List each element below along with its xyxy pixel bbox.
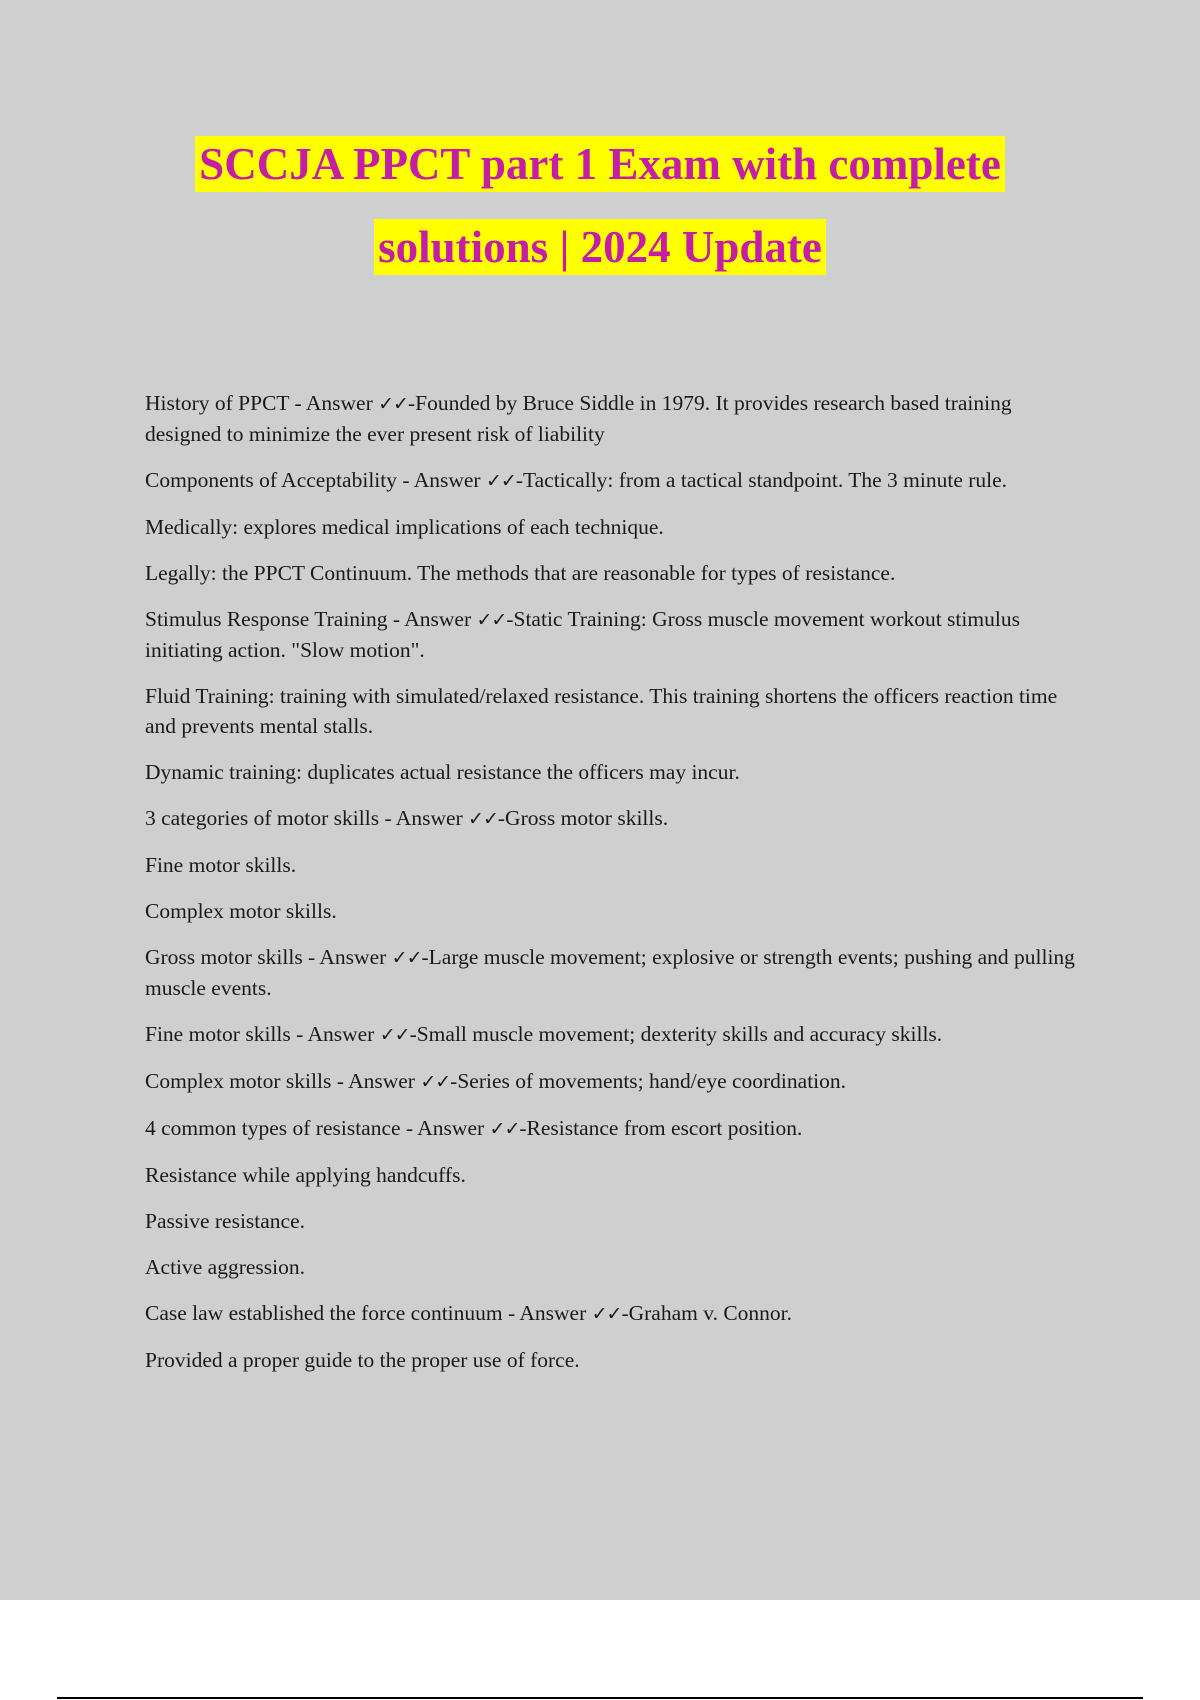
question-text: 3 categories of motor skills -	[145, 806, 396, 830]
question-text: Stimulus Response Training -	[145, 607, 405, 631]
answer-continuation: Medically: explores medical implications of each technique.	[145, 515, 664, 539]
answer-text: -Graham v. Connor.	[621, 1301, 793, 1325]
checkmark-icon: ✓✓	[489, 1118, 520, 1140]
checkmark-icon: ✓✓	[485, 470, 516, 492]
qa-entry	[145, 1113, 1085, 1144]
qa-entry	[145, 465, 1085, 496]
checkmark-icon: ✓✓	[379, 1024, 410, 1046]
answer-text: -Large muscle movement; explosive or strength events; pushing and pulling muscle events.	[145, 945, 1075, 1000]
answer-continuation: Provided a proper guide to the proper use of force.	[145, 1348, 580, 1372]
answer-text: -Static Training: Gross muscle movement workout stimulus initiating action. "Slow motion".	[145, 607, 1020, 662]
document-title	[0, 136, 1200, 275]
checkmark-icon: ✓✓	[391, 947, 422, 969]
qa-entry	[145, 803, 1085, 834]
answer-text: -Series of movements; hand/eye coordination.	[450, 1069, 847, 1093]
answer-label: Answer	[305, 391, 373, 415]
answer-label: Answer	[417, 1116, 485, 1140]
answer-label: Answer	[348, 1069, 415, 1093]
checkmark-icon: ✓✓	[591, 1303, 622, 1325]
checkmark-icon: ✓✓	[468, 808, 498, 830]
answer-label: Answer	[319, 945, 387, 969]
checkmark-icon: ✓✓	[476, 609, 507, 631]
answer-text: -Tactically: from a tactical standpoint. The 3 minute rule.	[515, 468, 1008, 492]
qa-entry	[145, 942, 1085, 1003]
question-text: History of PPCT -	[145, 391, 306, 415]
answer-text: -Resistance from escort position.	[519, 1116, 803, 1140]
question-text: Gross motor skills -	[145, 945, 320, 969]
question-text: Complex motor skills -	[145, 1069, 349, 1093]
answer-label: Answer	[413, 468, 481, 492]
answer-continuation: Passive resistance.	[145, 1209, 306, 1233]
answer-continuation: Dynamic training: duplicates actual resistance the officers may incur.	[145, 760, 740, 784]
qa-entry	[145, 1298, 1085, 1329]
answer-label: Answer	[519, 1301, 587, 1325]
answer-continuation: Fluid Training: training with simulated/relaxed resistance. This training shortens the officers reaction time and prevents mental stalls.	[145, 684, 1058, 738]
qa-entry	[145, 1019, 1085, 1050]
question-text: Components of Acceptability -	[145, 468, 414, 492]
page-divider	[57, 1697, 1143, 1699]
answer-continuation: Resistance while applying handcuffs.	[145, 1163, 466, 1187]
answer-continuation: Active aggression.	[145, 1255, 306, 1279]
qa-list	[145, 388, 1085, 1391]
checkmark-icon: ✓✓	[378, 393, 408, 415]
title-line-1: SCCJA PPCT part 1 Exam with complete	[195, 136, 1005, 192]
checkmark-icon: ✓✓	[420, 1071, 451, 1093]
question-text: Case law established the force continuum -	[145, 1301, 520, 1325]
answer-label: Answer	[307, 1022, 375, 1046]
answer-continuation: Fine motor skills.	[145, 853, 297, 877]
title-line-2: solutions | 2024 Update	[374, 219, 826, 275]
question-text: Fine motor skills -	[145, 1022, 308, 1046]
answer-text: -Gross motor skills.	[497, 806, 669, 830]
question-text: 4 common types of resistance -	[145, 1116, 418, 1140]
answer-label: Answer	[395, 806, 463, 830]
qa-entry	[145, 1066, 1085, 1097]
answer-continuation: Complex motor skills.	[145, 899, 337, 923]
qa-entry	[145, 604, 1085, 665]
answer-continuation: Legally: the PPCT Continuum. The methods that are reasonable for types of resistance.	[145, 561, 896, 585]
answer-text: -Founded by Bruce Siddle in 1979. It provides research based training designed to minimize the ever present risk of liability	[145, 391, 1012, 446]
answer-label: Answer	[404, 607, 472, 631]
answer-text: -Small muscle movement; dexterity skills and accuracy skills.	[409, 1022, 943, 1046]
qa-entry	[145, 388, 1085, 449]
